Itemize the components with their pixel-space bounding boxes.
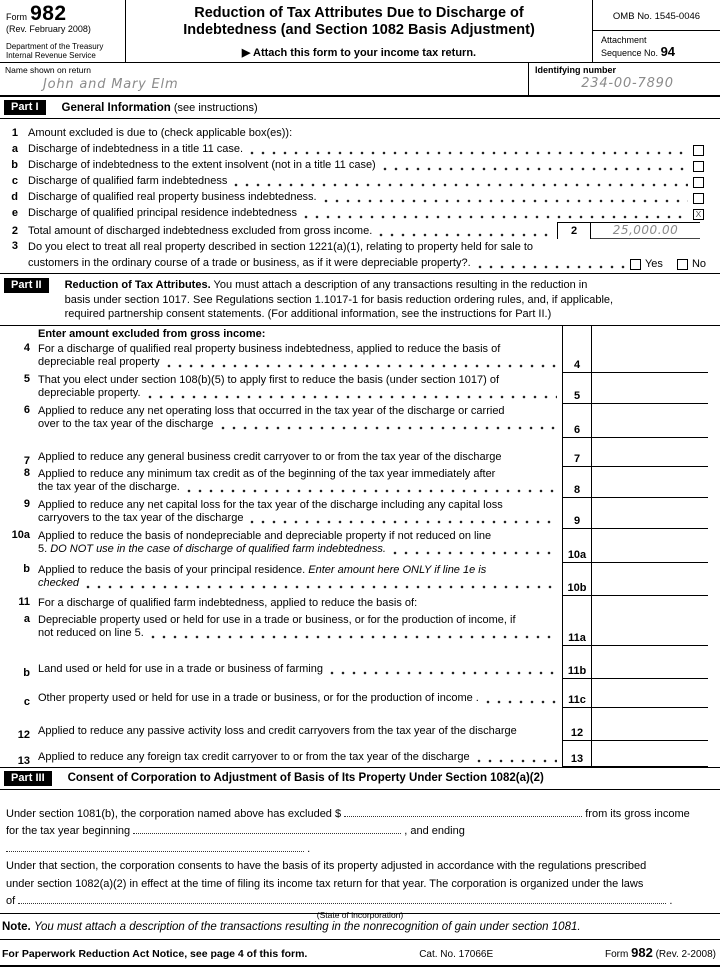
dot-leader	[167, 357, 557, 369]
line-6-amount-field[interactable]	[592, 404, 708, 438]
identifying-number-label: Identifying number	[535, 65, 616, 75]
line-2-amount-field[interactable]: 25,000.00	[591, 223, 700, 239]
form-footer-id: Form 982 (Rev. 2-2008)	[604, 944, 716, 960]
catalog-number: Cat. No. 17066E	[419, 948, 494, 960]
part1-body	[0, 119, 720, 273]
checkbox-1d[interactable]	[693, 193, 704, 204]
line-11c-box-number: 11c	[562, 679, 592, 708]
part2-tag: Part II	[4, 278, 49, 293]
line-1c: c Discharge of qualified farm indebtedness	[0, 173, 720, 189]
part2-header	[0, 273, 720, 326]
dot-leader	[250, 513, 557, 525]
paperwork-notice: For Paperwork Reduction Act Notice, see page 4 of this form.	[2, 947, 308, 960]
form-id-block	[0, 0, 125, 62]
line-10a-box-number: 10a	[562, 529, 592, 563]
part3-title: Consent of Corporation to Adjustment of Basis of Its Property Under Section 1082(a)(2)	[67, 772, 544, 784]
form-word: Form	[6, 12, 27, 22]
checkbox-1a[interactable]	[693, 145, 704, 156]
name-field[interactable]: John and Mary Elm	[43, 77, 179, 92]
name-label: Name shown on return	[5, 65, 91, 75]
line-11b-row: b Land used or held for use in a trade or business of farming 11b	[0, 646, 720, 679]
form-title-block	[125, 0, 593, 62]
line-1d: d Discharge of qualified real property business indebtedness.	[0, 189, 720, 205]
line-8-row: 8 Applied to reduce any minimum tax credit as of the beginning of the tax year immediately after the tax year of the discharge. 8	[0, 467, 720, 498]
line-11c-amount-field[interactable]	[592, 679, 708, 708]
line-11a-amount-field[interactable]	[592, 613, 708, 646]
checkbox-yes[interactable]	[630, 259, 641, 270]
dot-leader	[151, 628, 557, 640]
dot-leader	[250, 144, 688, 156]
line-1: 1 Amount excluded is due to (check applicable box(es)):	[11, 126, 293, 139]
line-9-row: 9 Applied to reduce any net capital loss for the tax year of the discharge including any capital loss carryovers to the tax year of the discharge 9	[0, 498, 720, 529]
agency-name: Department of the Treasury Internal Revenue Service	[6, 42, 104, 60]
part1-tag: Part I	[4, 100, 46, 115]
checkbox-1c[interactable]	[693, 177, 704, 188]
tax-year-beginning-field[interactable]	[133, 823, 401, 834]
arrowhead-icon: ▶	[241, 47, 251, 59]
part1-header: Part I General Information (see instructions)	[0, 97, 720, 119]
omb-block	[593, 0, 720, 62]
dot-leader	[383, 160, 688, 172]
line-5-box-number: 5	[562, 373, 592, 404]
line-8-box-number: 8	[562, 467, 592, 498]
dot-leader	[477, 752, 557, 764]
dot-leader	[234, 176, 688, 188]
line-7-amount-field[interactable]	[592, 438, 708, 467]
sequence-number: 94	[660, 44, 676, 59]
line-5-amount-field[interactable]	[592, 373, 708, 404]
dot-leader	[148, 388, 557, 400]
line-13-amount-field[interactable]	[592, 741, 708, 767]
yes-label: Yes	[644, 258, 663, 270]
line-1b: b Discharge of indebtedness to the extent insolvent (not in a title 11 case)	[0, 157, 720, 173]
form-number: 982	[30, 2, 67, 25]
line-3: 3 Do you elect to treat all real property described in section 1221(a)(1), relating to property held for sale to customers in the ordinary course of a trade or business, as if it were depreciable property?. Yes No	[11, 240, 706, 270]
line-4-row: 4 For a discharge of qualified real property business indebtedness, applied to reduce the basis of depreciable real property 4	[0, 342, 720, 373]
line-1a: a Discharge of indebtedness in a title 11 case.	[0, 141, 720, 157]
line-13-box-number: 13	[562, 741, 592, 767]
note-label: Note.	[2, 920, 31, 933]
dot-leader	[486, 693, 557, 705]
checkbox-no[interactable]	[677, 259, 688, 270]
line-1e: e Discharge of qualified principal residence indebtedness X	[0, 205, 720, 221]
section-header-row	[0, 326, 720, 342]
dot-leader	[478, 258, 625, 270]
part2-table	[0, 326, 720, 768]
no-label: No	[691, 258, 706, 270]
part3-header	[0, 768, 720, 790]
line-2-entry-box	[557, 222, 700, 239]
line-11a-row: a Depreciable property used or held for use in a trade or business, or for the production of income, if not reduced on line 5. 11a	[0, 613, 720, 646]
part3-tag: Part III	[4, 771, 52, 786]
line-9-box-number: 9	[562, 498, 592, 529]
form-footer	[0, 940, 720, 967]
state-of-incorporation-label: (State of incorporation)	[316, 909, 404, 920]
line-10a-row: 10a Applied to reduce the basis of nondepreciable and depreciable property if not reduced on line 5. DO NOT use in the case of discharge of qualified farm indebtedness. 10a	[0, 529, 720, 563]
dot-leader	[324, 192, 688, 204]
line-7-box-number: 7	[562, 438, 592, 467]
identifying-number-field[interactable]: 234-00-7890	[581, 76, 674, 91]
attach-instruction: ▶ Attach this form to your income tax return.	[241, 47, 477, 59]
dot-leader	[379, 226, 552, 238]
line-6-row: 6 Applied to reduce any net operating loss that occurred in the tax year of the discharge or carried over to the tax year of the discharge 6	[0, 404, 720, 438]
line-11a-box-number: 11a	[562, 613, 592, 646]
part1-title: General Information	[61, 101, 171, 114]
line-10b-row: b Applied to reduce the basis of your principal residence. Enter amount here ONLY if line 1e is checked 10b	[0, 563, 720, 596]
omb-number: OMB No. 1545-0046	[593, 0, 720, 31]
excluded-amount-field[interactable]	[344, 806, 582, 817]
dot-leader	[393, 544, 557, 556]
line-11b-amount-field[interactable]	[592, 646, 708, 679]
line-4-amount-field[interactable]	[592, 342, 708, 373]
form-revision: (Rev. February 2008)	[6, 24, 91, 34]
checkbox-1e-checked[interactable]: X	[693, 209, 704, 220]
part2-title: Reduction of Tax Attributes.	[64, 279, 211, 291]
part2-description: Reduction of Tax Attributes. You must attach a description of any transactions resulting in the reduction in basis under section 1017. See Regulations section 1.1017-1 for basis reduction ordering rules, and, if applicable, required partnership consent statements. (For additional information, see the instructions for Part II.)	[64, 279, 614, 320]
dot-leader	[86, 578, 557, 590]
line-11-row: 11 For a discharge of qualified farm indebtedness, applied to reduce the basis of:	[0, 596, 720, 613]
line-7-row: 7 Applied to reduce any general business credit carryover to or from the tax year of the discharge 7	[0, 438, 720, 467]
line-10b-box-number: 10b	[562, 563, 592, 596]
line-8-amount-field[interactable]	[592, 467, 708, 498]
name-row	[0, 63, 720, 97]
checkbox-1b[interactable]	[693, 161, 704, 172]
form-title: Reduction of Tax Attributes Due to Discharge of Indebtedness (and Section 1082 Basis Adjustment)	[183, 5, 535, 38]
identifying-number-block	[528, 63, 720, 95]
attachment-sequence: Attachment Sequence No. 94	[601, 35, 676, 59]
line-10b-amount-field[interactable]	[592, 563, 708, 596]
dot-leader	[304, 208, 688, 220]
line-2-box-number: 2	[558, 223, 591, 239]
line-6-box-number: 6	[562, 404, 592, 438]
dot-leader	[221, 419, 558, 431]
line-9-amount-field[interactable]	[592, 498, 708, 529]
line-4-box-number: 4	[562, 342, 592, 373]
form-header	[0, 0, 720, 63]
dot-leader	[187, 482, 557, 494]
name-field-block	[0, 63, 528, 95]
note-text: You must attach a description of the transactions resulting in the nonrecognition of gain under section 1081.	[33, 920, 581, 933]
state-of-incorporation-field[interactable]	[18, 893, 666, 904]
part3-body: Under section 1081(b), the corporation named above has excluded $ from its gross income for the tax year beginning , and ending . Under that section, the corporation consents to have the basis of its property adjusted in accordance with the regulations prescribed under section 1082(a)(2) in effect at the time of filing its income tax return for that year. The corporation is organized under the laws of . (State of incorporation)	[0, 790, 720, 914]
line-11b-box-number: 11b	[562, 646, 592, 679]
line-12-row: 12 Applied to reduce any passive activity loss and credit carryovers from the tax year of the discharge 12	[0, 708, 720, 741]
line-2: 2 Total amount of discharged indebtedness excluded from gross income. 2 25,000.00	[0, 221, 720, 239]
line-11c-row: c Other property used or held for use in a trade or business, or for the production of income . 11c	[0, 679, 720, 708]
yes-no-choices	[630, 256, 706, 272]
line-5-row: 5 That you elect under section 108(b)(5) to apply first to reduce the basis (under section 1017) of depreciable property. 5	[0, 373, 720, 404]
line-12-box-number: 12	[562, 708, 592, 741]
line-13-row: 13 Applied to reduce any foreign tax credit carryover to or from the tax year of the discharge 13	[0, 741, 720, 767]
tax-year-ending-field[interactable]	[6, 841, 304, 852]
line-12-amount-field[interactable]	[592, 708, 708, 741]
dot-leader	[330, 664, 557, 676]
line-10a-amount-field[interactable]	[592, 529, 708, 563]
section-header: Enter amount excluded from gross income:	[38, 327, 266, 340]
